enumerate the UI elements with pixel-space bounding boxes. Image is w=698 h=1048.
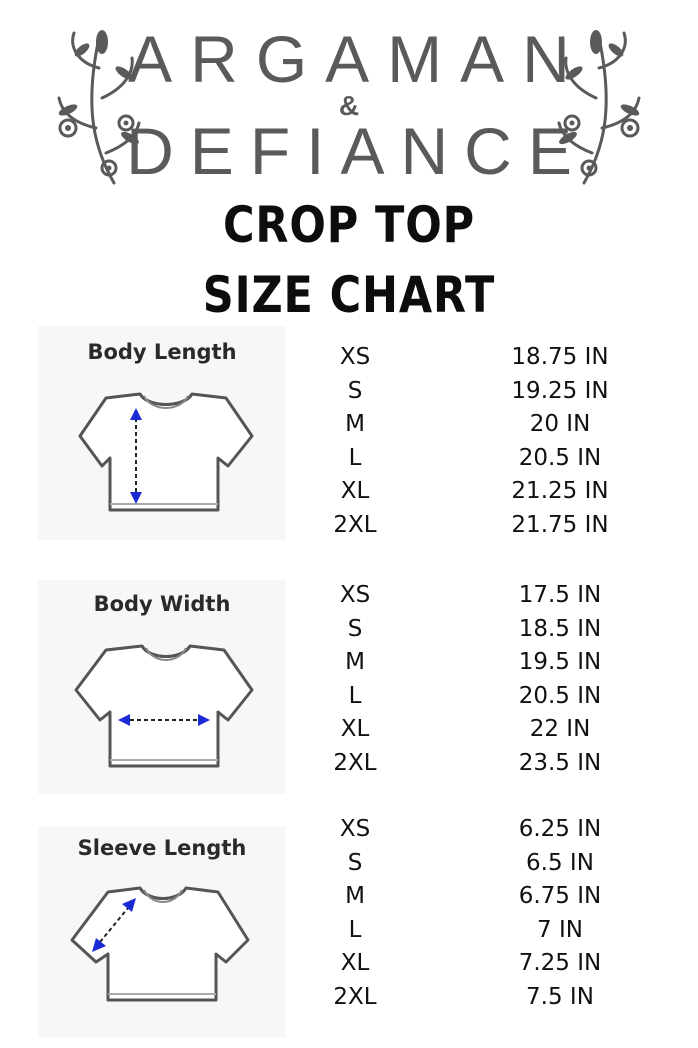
size-list — [310, 579, 400, 781]
measurement-value: 21.75 IN — [511, 511, 609, 538]
tshirt-width-icon — [38, 638, 286, 788]
measurement-value: 7 IN — [537, 916, 583, 943]
measurement-list — [470, 813, 650, 1015]
tshirt-sleeve-icon — [38, 878, 286, 1028]
size-label: L — [348, 444, 362, 471]
size-label: S — [347, 377, 363, 404]
measurement-value: 22 IN — [529, 716, 591, 743]
page-title-line1: CROP TOP — [222, 196, 475, 254]
measurement-value: 17.5 IN — [518, 582, 602, 608]
measurement-value: 19.5 IN — [518, 649, 602, 676]
body-length-panel — [38, 326, 286, 540]
size-label: XL — [340, 478, 370, 505]
size-label: M — [345, 411, 365, 438]
size-list — [310, 813, 400, 1015]
size-label: M — [345, 649, 365, 676]
tshirt-length-icon — [38, 386, 286, 536]
size-label: XS — [339, 582, 371, 608]
section-label: Sleeve Length — [77, 836, 247, 860]
size-label: 2XL — [333, 749, 377, 776]
size-label: M — [345, 883, 365, 910]
measurement-value: 20 IN — [529, 411, 591, 438]
body-width-panel — [38, 580, 286, 794]
size-label: L — [348, 682, 362, 709]
brand-ampersand: & — [338, 90, 360, 121]
size-label: XL — [340, 950, 370, 977]
sleeve-length-panel — [38, 826, 286, 1038]
measurement-value: 6.25 IN — [518, 816, 602, 842]
measurement-value: 6.5 IN — [526, 849, 594, 876]
size-label: XS — [339, 344, 371, 370]
measurement-list — [470, 579, 650, 781]
measurement-value: 6.75 IN — [518, 883, 602, 910]
measurement-list — [470, 341, 650, 543]
measurement-value: 19.25 IN — [511, 377, 609, 404]
size-label: 2XL — [333, 511, 377, 538]
measurement-value: 7.25 IN — [518, 950, 602, 977]
brand-name-line2: DEFIANCE — [126, 114, 588, 188]
measurement-value: 7.5 IN — [526, 983, 594, 1010]
size-label: S — [347, 615, 363, 642]
measurement-value: 21.25 IN — [511, 478, 609, 505]
measurement-value: 23.5 IN — [518, 749, 602, 776]
size-label: 2XL — [333, 983, 377, 1010]
measurement-value: 18.75 IN — [511, 344, 609, 370]
size-label: L — [348, 916, 362, 943]
section-label: Body Length — [87, 340, 237, 364]
measurement-value: 20.5 IN — [518, 682, 602, 709]
section-label: Body Width — [93, 592, 231, 616]
size-label: XS — [339, 816, 371, 842]
size-label: S — [347, 849, 363, 876]
size-list — [310, 341, 400, 543]
brand-name-line1: ARGAMAN — [128, 22, 588, 96]
size-label: XL — [340, 716, 370, 743]
brand-logo — [0, 0, 698, 195]
measurement-value: 20.5 IN — [518, 444, 602, 471]
measurement-value: 18.5 IN — [518, 615, 602, 642]
page-title-line2: SIZE CHART — [202, 266, 496, 324]
